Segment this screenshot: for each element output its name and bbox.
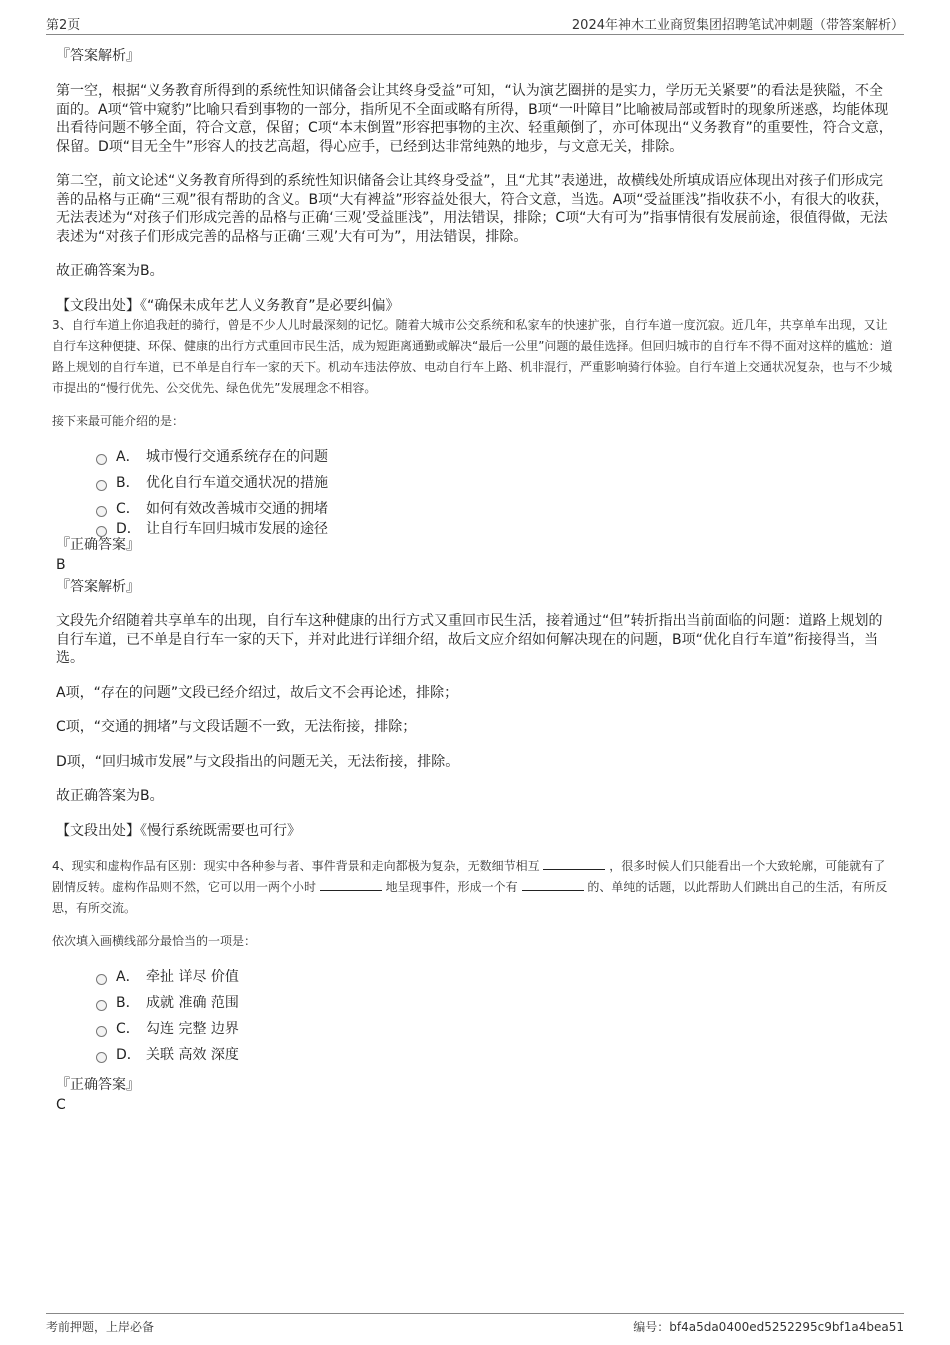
radio-button[interactable] [96, 454, 107, 465]
q3-analysis-paragraph-3: C项，“交通的拥堵”与文段话题不一致，无法衔接，排除； [56, 719, 417, 735]
q3-options [96, 444, 894, 536]
radio-button[interactable] [96, 480, 107, 491]
q3-correct-label: 『正确答案』 [56, 537, 140, 553]
q3-analysis-label: 『答案解析』 [56, 579, 140, 595]
option-letter: A． [116, 449, 140, 465]
q4-options [96, 964, 894, 1068]
q3-prompt: 接下来最可能介绍的是： [52, 414, 185, 428]
q2-analysis-label: 『答案解析』 [56, 48, 140, 64]
option-text: 勾连 完整 边界 [146, 1021, 239, 1037]
radio-button[interactable] [96, 1026, 107, 1037]
document-id: 编号：bf4a5da0400ed5252295c9bf1a4bea51 [633, 1320, 904, 1334]
option-text: 城市慢行交通系统存在的问题 [146, 449, 328, 465]
q4-stem-part-3: 地呈现事件，形成一个有 [385, 880, 518, 894]
option-letter: D． [116, 1047, 141, 1063]
blank-line [320, 878, 382, 891]
option-letter: B． [116, 475, 140, 491]
q3-correct-answer: B [56, 557, 66, 573]
q3-option-d[interactable] [96, 522, 894, 536]
document-title: 2024年神木工业商贸集团招聘笔试冲刺题（带答案解析） [571, 18, 904, 33]
q3-stem: 3、自行车道上你追我赶的骑行，曾是不少人儿时最深刻的记忆。随着大城市公交系统和私家车的快速扩张，自行车道一度沉寂。近几年，共享单车出现，又让自行车这种便捷、环保、健康的出行方式重回市民生活，成为短距离通勤或解决“最后一公里”问题的最佳选择。但回归城市的自行车不得不面对这样的尴尬：道路上规划的自行车道，已不单是自行车一家的天下。机动车违法停放、电动自行车上路、机非混行，严重影响骑行体验。自行车道上交通状况复杂，也与不少城市提出的“慢行优先、公交优先、绿色优先”发展理念不相容。 [52, 318, 893, 395]
q2-source: 【文段出处】《“确保未成年艺人义务教育”是必要纠偏》 [56, 297, 400, 314]
q4-option-d[interactable] [96, 1042, 894, 1068]
radio-button[interactable] [96, 506, 107, 517]
q2-conclusion: 故正确答案为B。 [56, 263, 164, 279]
option-text: 关联 高效 深度 [146, 1047, 239, 1063]
q3-option-b[interactable] [96, 470, 894, 496]
option-text: 牵扯 详尽 价值 [146, 969, 239, 985]
option-text: 成就 准确 范围 [146, 995, 239, 1011]
q2-analysis-paragraph-1: 第一空，根据“义务教育所得到的系统性知识储备会让其终身受益”可知，“认为演艺圈拼的是实力，学历无关紧要”的看法是狭隘，不全面的。A项“管中窥豹”比喻只看到事物的一部分，指所见不全面或略有所得，B项“一叶障目”比喻被局部或暂时的现象所迷惑，均能体现出看待问题不够全面，符合文意，保留；C项“本末倒置”形容把事物的主次、轻重颠倒了，亦可体现出“义务教育”的重要性，符合文意，保留。D项“目无全牛”形容人的技艺高超，得心应手，已经到达非常纯熟的地步，与文意无关，排除。 [56, 83, 893, 155]
q3-source: 【文段出处】《慢行系统既需要也可行》 [56, 822, 301, 839]
q4-stem [52, 856, 894, 919]
page-header [46, 14, 904, 35]
option-text: 优化自行车道交通状况的措施 [146, 475, 328, 491]
page-footer [46, 1313, 904, 1338]
q3-analysis-paragraph-1: 文段先介绍随着共享单车的出现，自行车这种健康的出行方式又重回市民生活，接着通过“但”转折指出当前面临的问题：道路上规划的自行车道，已不单是自行车一家的天下，并对此进行详细介绍，故后文应介绍如何解决现在的问题，B项“优化自行车道”衔接得当，当选。 [56, 613, 883, 666]
q4-stem-part-1: 4、现实和虚构作品有区别：现实中各种参与者、事件背景和走向都极为复杂，无数细节相互 [52, 859, 540, 873]
option-letter: C． [116, 1021, 140, 1037]
q3-analysis-paragraph-2: A项，“存在的问题”文段已经介绍过，故后文不会再论述，排除； [56, 684, 459, 701]
footer-slogan: 考前押题，上岸必备 [46, 1320, 155, 1334]
q4-stem-part-4: 的、单纯的话题，以此帮助人们跳出自己的生活，有所反思，有所交流。 [52, 880, 888, 915]
option-letter: A． [116, 969, 140, 985]
q4-option-c[interactable] [96, 1016, 894, 1042]
radio-button[interactable] [96, 974, 107, 985]
option-text: 让自行车回归城市发展的途径 [146, 521, 328, 537]
q3-analysis-paragraph-4: D项，“回归城市发展”与文段指出的问题无关，无法衔接，排除。 [56, 753, 460, 770]
q4-option-b[interactable] [96, 990, 894, 1016]
q4-option-a[interactable] [96, 964, 894, 990]
option-letter: C． [116, 501, 140, 517]
option-letter: B． [116, 995, 140, 1011]
page-content [52, 44, 894, 1114]
option-text: 如何有效改善城市交通的拥堵 [146, 501, 328, 517]
q4-stem-part-2: ，很多时候人们只能看出一个大致轮廓，可能就有了剧情反转。虚构作品则不然，它可以用一两个小时 [52, 859, 886, 894]
blank-line [522, 878, 584, 891]
blank-line [543, 857, 605, 870]
radio-button[interactable] [96, 526, 107, 537]
q4-prompt: 依次填入画横线部分最恰当的一项是： [52, 934, 257, 948]
q3-option-a[interactable] [96, 444, 894, 470]
q2-analysis-paragraph-2: 第二空，前文论述“义务教育所得到的系统性知识储备会让其终身受益”，且“尤其”表递进，故横线处所填成语应体现出对孩子们形成完善的品格与正确“三观”很有帮助的含义。B项“大有裨益”形容益处很大，符合文意，当选。A项“受益匪浅”指收获不小，有很大的收获，无法表述为“对孩子们形成完善的品格与正确‘三观’受益匪浅”，用法错误，排除；C项“大有可为”指事情很有发展前途，很值得做，无法表述为“对孩子们形成完善的品格与正确‘三观’大有可为”，用法错误，排除。 [56, 173, 889, 245]
q3-conclusion: 故正确答案为B。 [56, 788, 164, 804]
radio-button[interactable] [96, 1052, 107, 1063]
q4-correct-label: 『正确答案』 [56, 1077, 140, 1093]
option-letter: D． [116, 521, 141, 537]
q4-correct-answer: C [56, 1097, 66, 1113]
page-number: 第2页 [46, 18, 81, 33]
radio-button[interactable] [96, 1000, 107, 1011]
